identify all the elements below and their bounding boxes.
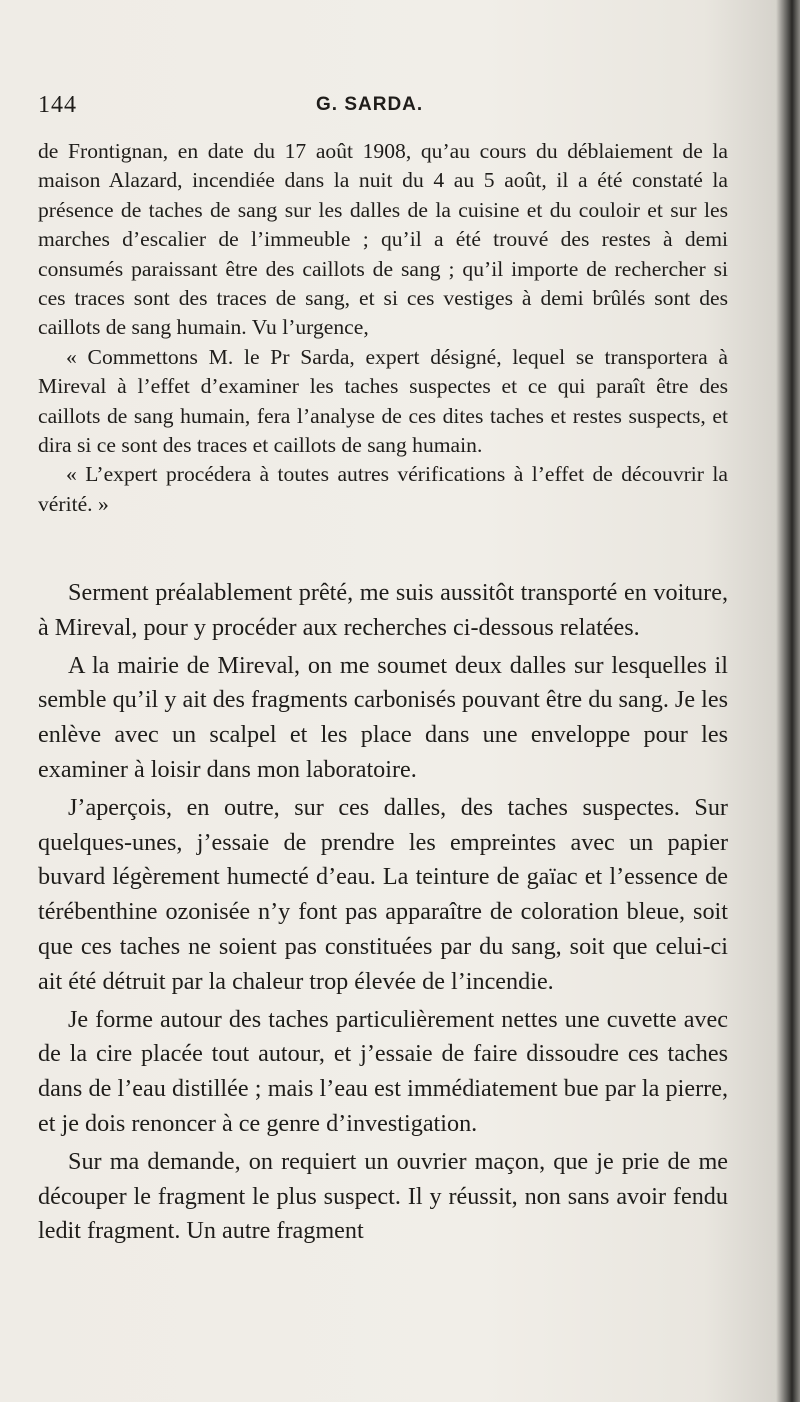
quote-paragraph: « L’expert procédera à toutes autres vérifications à l’effet de découvrir la vérité. » <box>38 462 728 516</box>
quote-paragraph: « Commettons M. le Pr Sarda, expert désigné, lequel se transportera à Mireval à l’effet d’examiner les taches suspectes et ce qui paraît être des caillots de sang humain, fera l’analyse de ces dites taches et restes suspects, et dira si ce sont des traces et caillots de sang humain. <box>38 344 728 458</box>
running-head: G. SARDA. <box>316 94 424 115</box>
body-paragraph: Je forme autour des taches particulièrement nettes une cuvette avec de la cire placée tout autour, et j’essaie de faire dissoudre ces taches dans de l’eau distillée ; mais l’eau est immédiatement bue par la pierre, et je dois renoncer à ce genre d’investigation. <box>38 1005 728 1137</box>
page-number: 144 <box>38 92 77 118</box>
body-paragraph: J’aperçois, en outre, sur ces dalles, des taches suspectes. Sur quelques-unes, j’essaie de prendre les empreintes avec un papier buvard légèrement humecté d’eau. La teinture de gaïac et l’essence de térébenthine ozonisée n’y font pas apparaître de coloration bleue, soit que ces taches ne soient pas constituées par du sang, soit que celui-ci ait été détruit par la chaleur trop élevée de l’incendie. <box>38 793 728 995</box>
body-paragraph: Sur ma demande, on requiert un ouvrier maçon, que je prie de me découper le fragment le plus suspect. Il y réussit, non sans avoir fendu ledit fragment. Un autre fragment <box>38 1147 728 1245</box>
body-text <box>38 576 728 1249</box>
body-paragraph: Serment préalablement prêté, me suis aussitôt transporté en voiture, à Mireval, pour y procéder aux recherches ci-dessous relatées. <box>38 579 728 641</box>
quoted-order <box>38 137 728 519</box>
page-header <box>38 92 738 128</box>
quote-paragraph: de Frontignan, en date du 17 août 1908, qu’au cours du déblaiement de la maison Alazard, incendiée dans la nuit du 4 au 5 août, il a été constaté la présence de taches de sang sur les dalles de la cuisine et du couloir et sur les marches d’escalier de l’immeuble ; qu’il a été trouvé des restes à demi consumés paraissant être des caillots de sang ; qu’il importe de rechercher si ces traces sont des traces de sang, et si ces vestiges à demi brûlés sont des caillots de sang humain. Vu l’urgence, <box>38 139 728 340</box>
body-paragraph: A la mairie de Mireval, on me soumet deux dalles sur lesquelles il semble qu’il y ait des fragments carbonisés pouvant être du sang. Je les enlève avec un scalpel et les place dans une enveloppe pour les examiner à loisir dans mon laboratoire. <box>38 651 728 783</box>
